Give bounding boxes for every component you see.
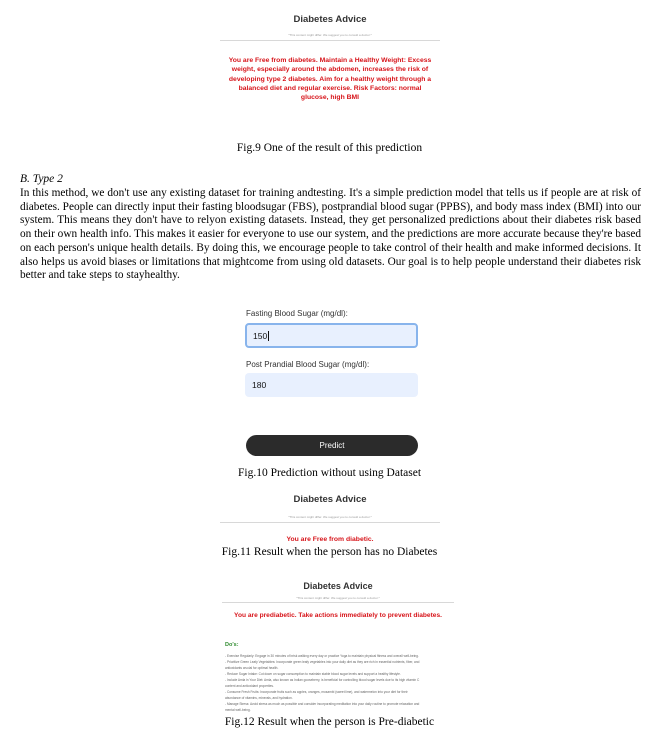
dos-item: - Reduce Sugar Intake: Cut down on sugar consumption to maintain stable blood sugar levels and support a healthy lifestyle. (225, 672, 401, 676)
section-heading: B. Type 2 (20, 173, 63, 185)
fig11-divider (220, 522, 440, 523)
fig10-screenshot (240, 305, 425, 460)
fig9-screenshot (220, 8, 440, 108)
dos-item: mental well-being. (225, 708, 251, 712)
dos-item: - Include Amla in Your Diet: Amla, also known as Indian gooseberry, is beneficial for controlling blood sugar levels due to its high vitamin C (225, 678, 420, 682)
fbs-input[interactable] (245, 323, 418, 348)
fig11-title: Diabetes Advice (293, 494, 367, 505)
ppbs-input[interactable] (245, 373, 418, 397)
dos-item: - Exercise Regularly: Engage in 30 minutes of brisk walking every day or practice Yoga to maintain physical fitness and overall well-being. (225, 654, 419, 658)
fig9-message: You are Free from diabetes. Maintain a Healthy Weight: Excess weight, especially around the abdomen, increases the risk of developing type 2 diabetes. Aim for a healthy weight through a balanced diet and regular exercise. Risk Factors: normal glucose, high BMI (228, 57, 432, 102)
dos-item: content and antioxidant properties. (225, 684, 274, 688)
fbs-input-value: 150 (253, 330, 268, 341)
fig9-caption: Fig.9 One of the result of this prediction (236, 142, 423, 154)
fig12-caption: Fig.12 Result when the person is Pre-diabetic (224, 716, 435, 728)
dos-item: - Consume Fresh Fruits: Incorporate fruits such as apples, oranges, mosambi (sweet lime), and watermelon into your diet for their (225, 690, 408, 694)
fig11-subtitle: *This content might differ. We suggest you to consult a doctor.* (288, 515, 372, 519)
predict-button[interactable]: Predict (246, 435, 418, 456)
fig12-title: Diabetes Advice (303, 581, 373, 591)
dos-item: abundance of vitamins, minerals, and hydration. (225, 696, 293, 700)
fig9-divider (220, 40, 440, 41)
ppbs-label: Post Prandial Blood Sugar (mg/dl): (246, 360, 370, 369)
fig11-caption: Fig.11 Result when the person has no Diabetes (221, 546, 438, 558)
fig12-screenshot (222, 574, 454, 714)
dos-item: - Prioritize Green Leafy Vegetables: Incorporate green leafy vegetables into your daily diet as they are rich in essential nutrients, fiber, and (225, 660, 420, 664)
fbs-label: Fasting Blood Sugar (mg/dl): (246, 309, 348, 318)
fig11-message: You are Free from diabetic. (286, 536, 374, 543)
fig12-divider (222, 602, 454, 603)
text-caret (268, 331, 269, 341)
fig9-subtitle: *This content might differ. We suggest you to consult a doctor.* (288, 33, 372, 37)
dos-heading: Do's: (225, 642, 239, 648)
dos-item: antioxidants crucial for optimal health. (225, 666, 279, 670)
ppbs-input-value: 180 (252, 380, 267, 390)
dos-item: - Manage Stress: Avoid stress as much as possible and consider incorporating meditation into your daily routine to promote relaxation and (225, 702, 420, 706)
fig12-subtitle: *This content might differ. We suggest you to consult a doctor.* (296, 596, 380, 600)
section-body: In this method, we don't use any existing dataset for training andtesting. It's a simple prediction model that tells us if people are at risk of diabetes. People can directly input their fasting bloodsugar (FBS), postprandial blood sugar (PPBS), and body mass index (BMI) into our system. This means they don't have to relyon existing datasets. Instead, they get personalized predictions about their diabetes risk based on their own health info. This makes it easier for everyone to use our system, and the predictions are more accurate because they're based on each person's unique health details. By doing this, we encourage people to take control of their health and make informed decisions. It also helps us avoid biases or limitations that mightcome from using old datasets. Our goal is to help people understand their diabetes risk better and take steps to stayhealthy. (20, 187, 641, 282)
fig10-caption: Fig.10 Prediction without using Dataset (237, 467, 422, 479)
fig12-message: You are prediabetic. Take actions immediately to prevent diabetes. (234, 612, 442, 619)
fig11-screenshot (220, 488, 440, 544)
fig9-title: Diabetes Advice (293, 14, 367, 25)
